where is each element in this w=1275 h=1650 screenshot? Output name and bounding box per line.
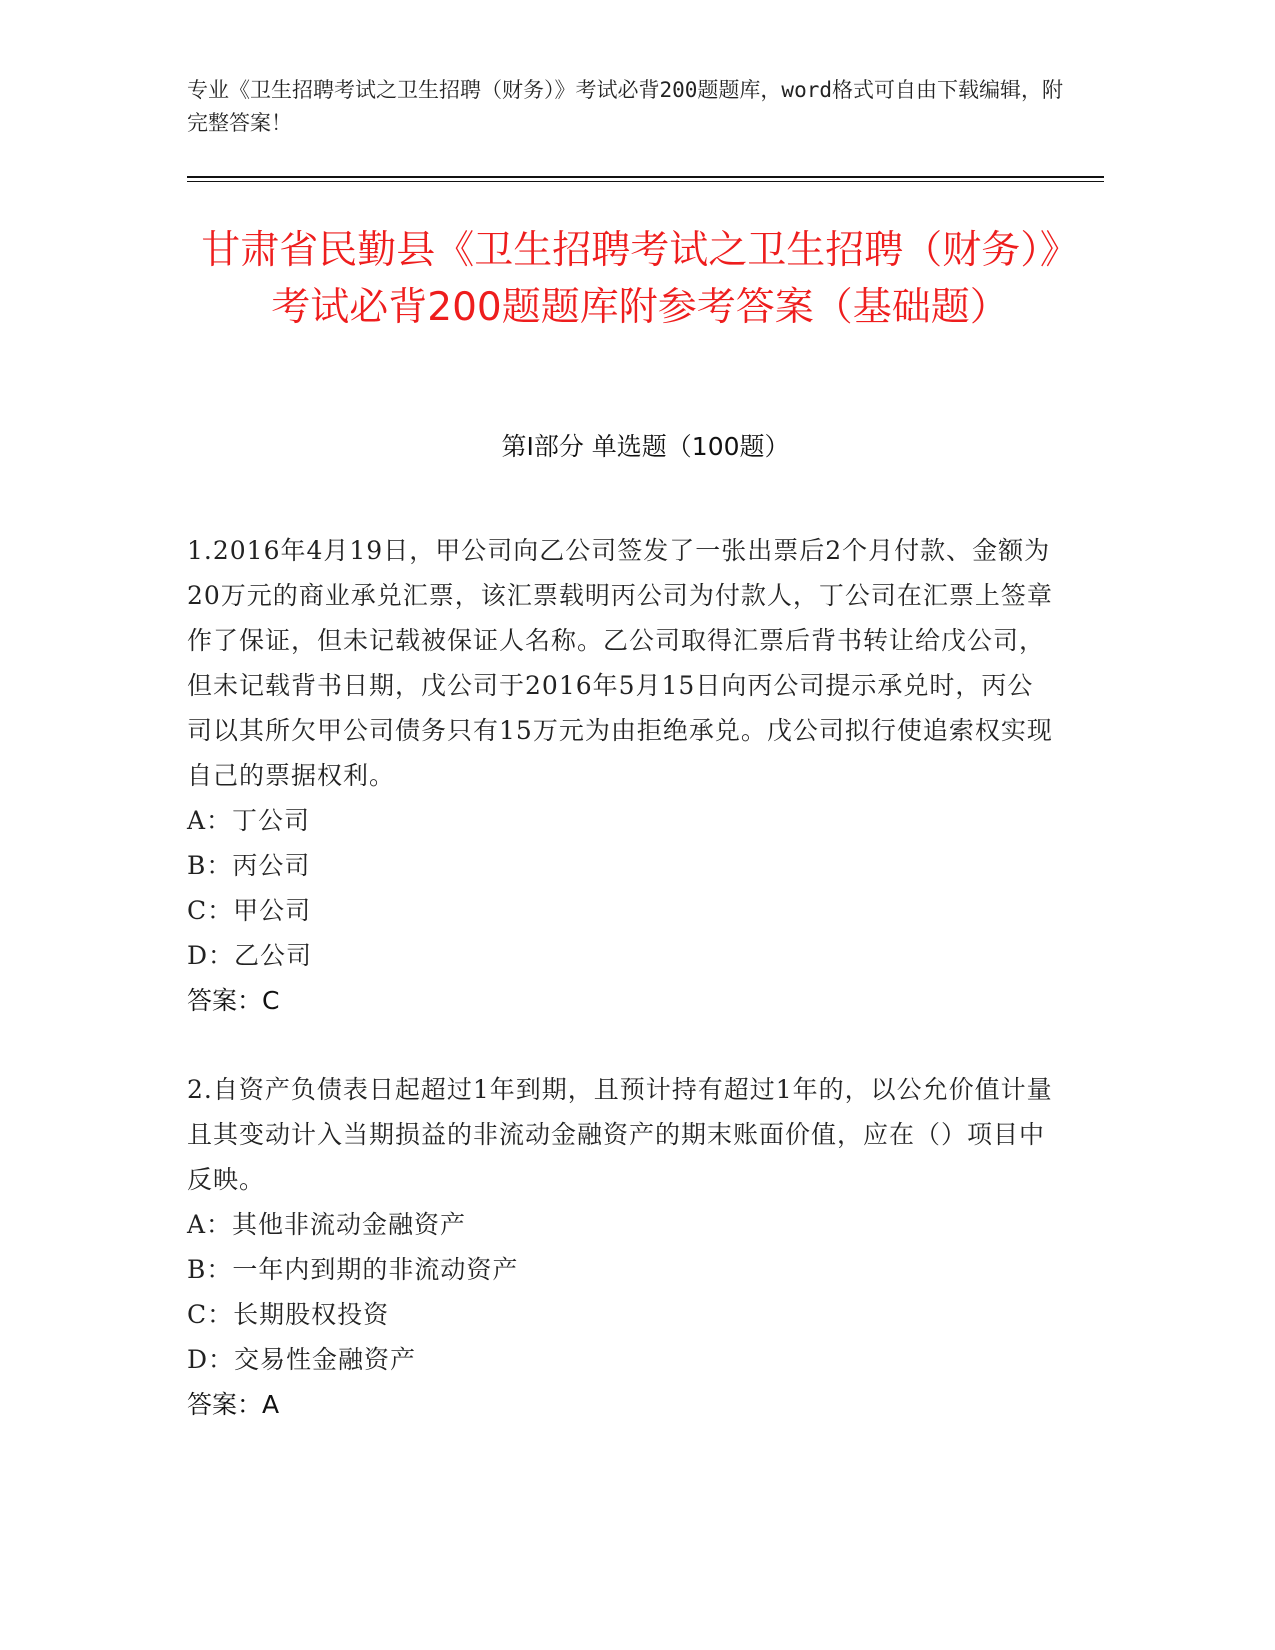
option-b: B：丙公司 [187, 851, 311, 880]
answer: 答案：C [187, 986, 280, 1015]
option-b: B：一年内到期的非流动资产 [187, 1255, 519, 1284]
header-note: 专业《卫生招聘考试之卫生招聘（财务）》考试必背200题题库，word格式可自由下载编辑，附完整答案！ [187, 78, 1063, 135]
question-stem: 1.2016年4月19日，甲公司向乙公司签发了一张出票后2个月付款、金额为20万元的商业承兑汇票，该汇票载明丙公司为付款人，丁公司在汇票上签章作了保证，但未记载被保证人名称。乙公司取得汇票后背书转让给戊公司，但未记载背书日期，戊公司于2016年5月15日向丙公司提示承兑时，丙公司以其所欠甲公司债务只有15万元为由拒绝承兑。戊公司拟行使追索权实现自己的票据权利。 [187, 536, 1053, 790]
option-a: A：丁公司 [187, 806, 311, 835]
document-title: 甘肃省民勤县《卫生招聘考试之卫生招聘（财务）》考试必背200题题库附参考答案（基础题） [201, 228, 1079, 330]
option-c: C：长期股权投资 [187, 1300, 390, 1329]
header-rule-thick [187, 176, 1104, 178]
option-d: D：交易性金融资产 [187, 1345, 417, 1374]
header-rule-thin [187, 181, 1104, 182]
question-stem: 2.自资产负债表日起超过1年到期，且预计持有超过1年的，以公允价值计量且其变动计入当期损益的非流动金融资产的期末账面价值，应在（）项目中反映。 [187, 1075, 1053, 1194]
option-c: C：甲公司 [187, 896, 312, 925]
option-d: D：乙公司 [187, 941, 313, 970]
answer: 答案：A [187, 1390, 280, 1419]
option-a: A：其他非流动金融资产 [187, 1210, 467, 1239]
section-title: 第Ⅰ部分 单选题（100题） [501, 432, 790, 461]
question-1 [187, 528, 1057, 1023]
question-2 [187, 1067, 1057, 1427]
